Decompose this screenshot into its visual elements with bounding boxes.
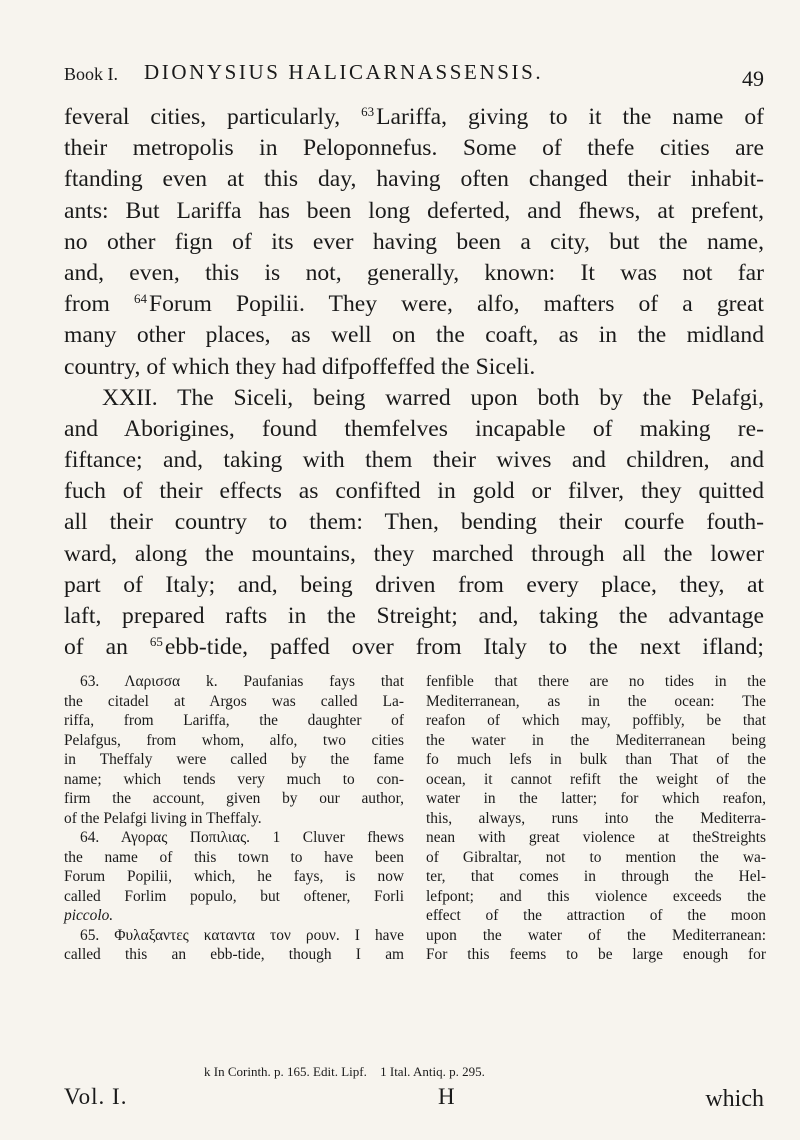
footnote-line: effect of the attraction of the moon xyxy=(426,907,766,924)
footnote-line: name; which tends very much to con- xyxy=(64,770,404,788)
footnote-line: fenfible that there are no tides in the xyxy=(426,673,766,690)
footnote-line: reafon of which may, poffibly, be that xyxy=(426,712,766,729)
volume-label: Vol. I. xyxy=(64,1084,128,1109)
footnote-ref: 63 xyxy=(361,104,375,119)
footnote-line: of the Pelafgi living in Theffaly. xyxy=(64,809,262,827)
reference-notes xyxy=(204,1064,724,1080)
footnote-line: in Theffaly were called by the fame xyxy=(64,751,404,768)
text-line: their metropolis in Peloponnefus. Some of thefe cities are xyxy=(64,135,764,162)
signature-mark: H xyxy=(438,1084,455,1109)
footnote-line: firm the account, given by our author, xyxy=(64,790,404,807)
reference-l: 1 Ital. Antiq. p. 295. xyxy=(380,1064,485,1079)
text-line: ward, along the mountains, they marched through all the lower xyxy=(64,540,764,567)
footnote-line: 63. Λαρισσα k. Paufanias fays that xyxy=(80,673,404,690)
text-line: country, of which they had difpoffeffed the Siceli. xyxy=(64,353,536,380)
book-label: Book I. xyxy=(64,64,118,84)
footnote-line: Forum Popilii, which, he fays, is now xyxy=(64,868,404,885)
footnote-line: water in the latter; for which reafon, xyxy=(426,790,766,807)
text-line: from $^{64}$Forum Popilii. They were, alfo, mafters of a great xyxy=(64,291,764,318)
text-line: fuch of their effects as confifted in gold or filver, they quitted xyxy=(64,478,764,505)
reference-k: k In Corinth. p. 165. Edit. Lipf. xyxy=(204,1064,367,1079)
footnote-line: the name of this town to have been xyxy=(64,848,404,866)
text-line: of an $^{65}$ebb-tide, paffed over from Italy to the next ifland; xyxy=(64,634,764,661)
footnote-line: fo much lefs in bulk than That of the xyxy=(426,751,766,768)
text-line: fiftance; and, taking with them their wives and children, and xyxy=(64,447,764,474)
footnote-line: Pelafgus, from whom, alfo, two cities xyxy=(64,731,404,749)
text-line: ftanding even at this day, having often changed their inhabit- xyxy=(64,166,764,193)
text-line: XXII. The Siceli, being warred upon both by the Pelafgi, xyxy=(102,384,764,411)
text-line: part of Italy; and, being driven from every place, they, at xyxy=(64,571,764,598)
footnote-line: piccolo. xyxy=(64,907,114,924)
catchword: which xyxy=(705,1086,764,1112)
footnote-line: the water in the Mediterranean being xyxy=(426,731,766,749)
main-text xyxy=(64,102,764,663)
footnotes xyxy=(64,672,764,1032)
footnote-line: of Gibraltar, not to mention the wa- xyxy=(426,848,766,866)
footnote-ref: 64 xyxy=(133,291,147,307)
footnote-line: the citadel at Argos was called La- xyxy=(64,692,404,710)
text-line: laft, prepared rafts in the Streight; and, taking the advantage xyxy=(64,603,764,629)
footnotes-right-column xyxy=(426,672,766,965)
footnote-line: 65. Φυλαξαντες καταντα τον ρουν. I have xyxy=(80,926,404,944)
footnote-line: lefpont; and this violence exceeds the xyxy=(426,887,766,905)
footnotes-left-column xyxy=(64,672,404,965)
footnote-line: called Forlim populo, but oftener, Forli xyxy=(64,887,404,905)
page-number: 49 xyxy=(742,66,764,91)
text-line: feveral cities, particularly, $^{63}$Lariffa, giving to it the name of xyxy=(64,104,764,130)
footnote-line: nean with great violence at theStreights xyxy=(426,829,766,846)
footnote-line: ocean, it cannot refift the weight of the xyxy=(426,770,766,788)
text-line: and, even, this is not, generally, known: It was not far xyxy=(64,259,764,286)
text-line: many other places, as well on the coaft, as in the midland xyxy=(64,322,764,349)
text-line: all their country to them: Then, bending their courfe fouth- xyxy=(64,509,764,536)
footnote-line: ter, that comes in through the Hel- xyxy=(426,868,766,885)
footnote-line: Mediterranean, as in the ocean: The xyxy=(426,692,766,710)
footnote-line: For this feems to be large enough for xyxy=(426,946,766,963)
text-line: no other fign of its ever having been a city, but the name, xyxy=(64,228,764,255)
running-head xyxy=(64,60,764,90)
footnote-line: upon the water of the Mediterranean: xyxy=(426,926,766,944)
text-line: ants: But Lariffa has been long deferted, and fhews, at prefent, xyxy=(64,197,764,224)
footnote-line: 64. Αγορας Ποπιλιας. 1 Cluver fhews xyxy=(80,829,404,846)
footnote-ref: 65 xyxy=(149,634,163,650)
page-footer xyxy=(64,1084,764,1114)
text-line: and Aborigines, found themfelves incapable of making re- xyxy=(64,415,764,442)
footnote-line: this, always, runs into the Mediterra- xyxy=(426,809,766,827)
footnote-line: riffa, from Lariffa, the daughter of xyxy=(64,712,404,729)
footnote-line: called this an ebb-tide, though I am xyxy=(64,946,404,963)
running-title: DIONYSIUS HALICARNASSENSIS. xyxy=(144,60,544,84)
